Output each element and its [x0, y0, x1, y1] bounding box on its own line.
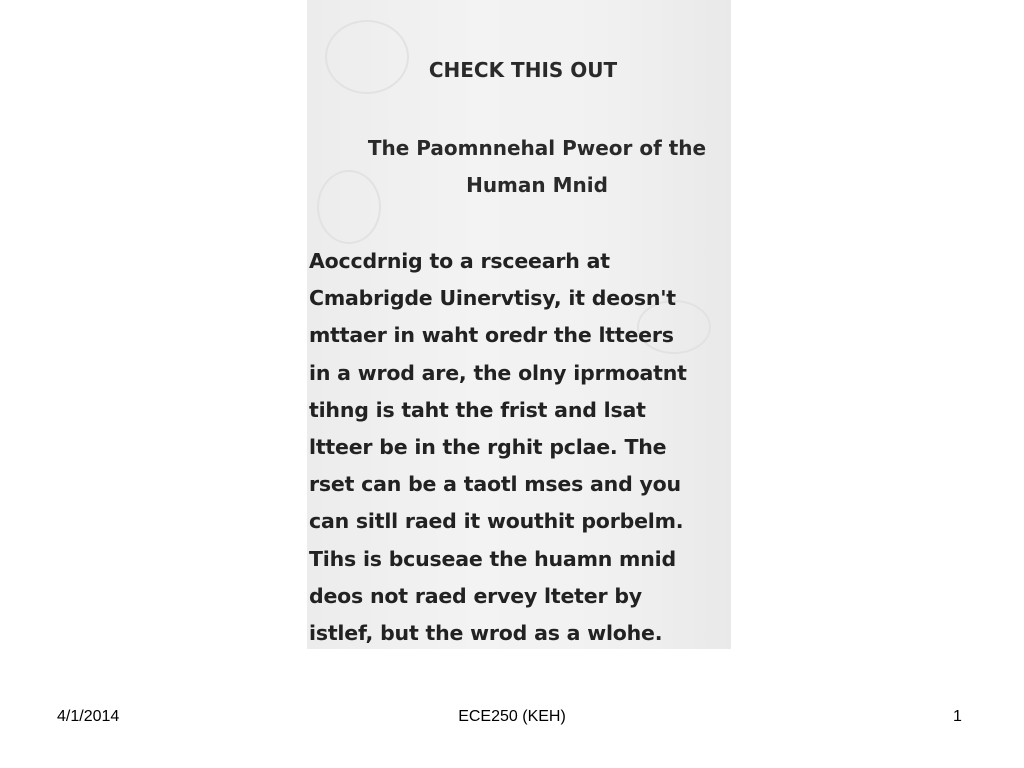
footer-page-number: 1: [953, 708, 962, 725]
bleed-through-shape: [325, 20, 409, 94]
paragraph-line: tihng is taht the frist and lsat: [309, 397, 646, 422]
handout-title: [325, 130, 731, 204]
handout-paragraph: [309, 243, 731, 649]
handout-heading: CHECK THIS OUT: [428, 58, 618, 82]
footer-date: 4/1/2014: [57, 708, 120, 725]
paragraph-line: rset can be a taotl mses and you: [309, 472, 681, 497]
paragraph-line: Cmabrigde Uinervtisy, it deosn't: [309, 286, 676, 311]
paragraph-line: deos not raed ervey lteter by: [309, 583, 642, 608]
paragraph-line: in a wrod are, the olny iprmoatnt: [309, 360, 687, 385]
paragraph-line: can sitll raed it wouthit porbelm.: [309, 509, 684, 534]
paragraph-line: Aoccdrnig to a rsceearh at: [309, 249, 610, 273]
paragraph-line: mttaer in waht oredr the ltteers: [309, 323, 674, 348]
handout-title-line: Human Mnid: [466, 173, 608, 197]
footer-course: ECE250 (KEH): [458, 708, 566, 725]
paragraph-line: ltteer be in the rghit pclae. The: [309, 434, 667, 459]
scanned-page-image: [307, 0, 731, 649]
paragraph-line: Tihs is bcuseae the huamn mnid: [309, 546, 676, 571]
paragraph-line: istlef, but the wrod as a wlohe.: [309, 620, 663, 645]
handout-title-line: The Paomnnehal Pweor of the: [367, 136, 707, 160]
